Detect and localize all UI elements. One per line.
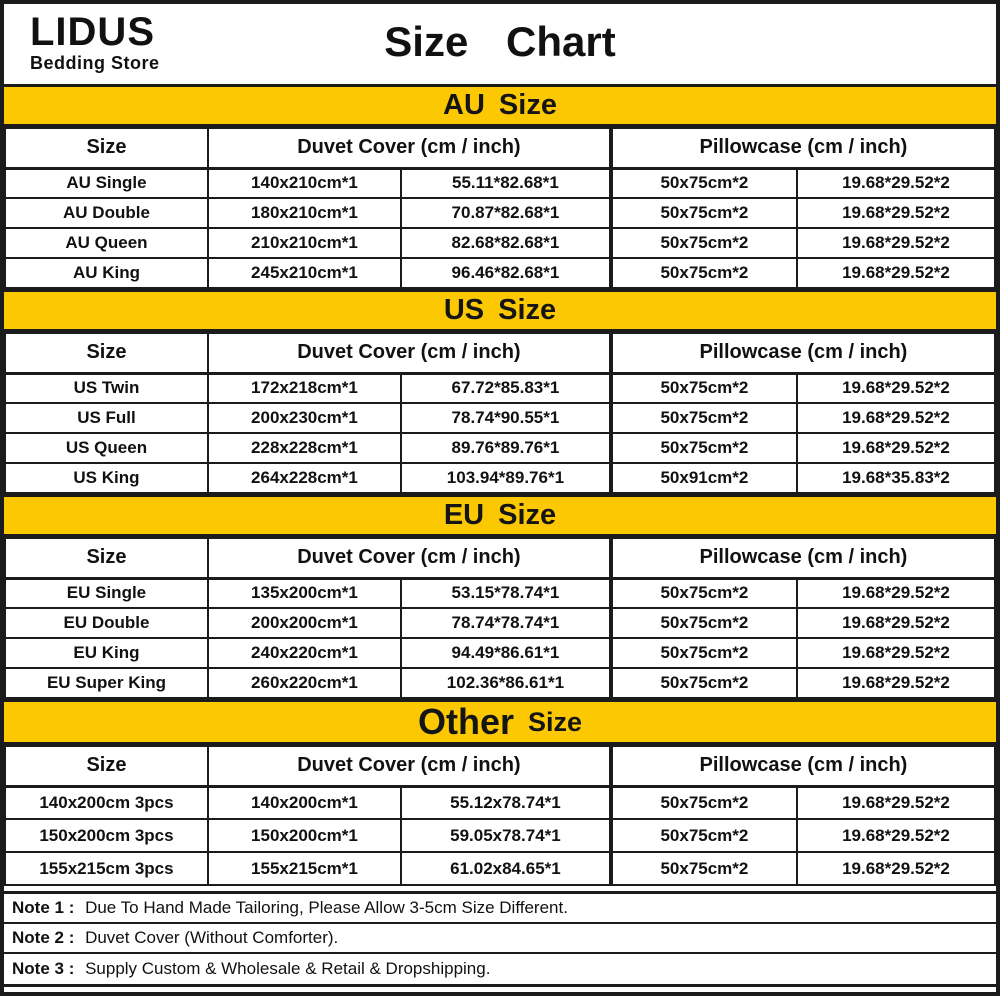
size-section bbox=[4, 289, 996, 494]
table-cell: 140x200cm*1 bbox=[208, 786, 401, 819]
band-size-label: Size bbox=[498, 294, 557, 326]
store-name: LIDUS bbox=[30, 10, 155, 54]
table-cell: 50x75cm*2 bbox=[611, 258, 797, 288]
table-row bbox=[5, 198, 995, 228]
table-header-row bbox=[5, 746, 995, 786]
size-table bbox=[4, 332, 996, 494]
table-cell: 260x220cm*1 bbox=[208, 668, 401, 698]
note-separator: : bbox=[63, 959, 80, 978]
note-row bbox=[4, 894, 996, 924]
table-cell: 70.87*82.68*1 bbox=[401, 198, 611, 228]
table-cell: 50x75cm*2 bbox=[611, 852, 797, 885]
table-cell: 264x228cm*1 bbox=[208, 463, 401, 493]
table-cell: 140x200cm 3pcs bbox=[5, 786, 208, 819]
store-tagline: Bedding Store bbox=[30, 53, 160, 73]
table-row bbox=[5, 258, 995, 288]
table-cell: 228x228cm*1 bbox=[208, 433, 401, 463]
table-header-pillowcase: Pillowcase (cm / inch) bbox=[611, 746, 995, 786]
table-cell: US Twin bbox=[5, 373, 208, 403]
size-table bbox=[4, 537, 996, 699]
table-header-size: Size bbox=[5, 746, 208, 786]
table-header-pillowcase: Pillowcase (cm / inch) bbox=[611, 333, 995, 373]
table-cell: 50x75cm*2 bbox=[611, 786, 797, 819]
table-header-duvet: Duvet Cover (cm / inch) bbox=[208, 333, 611, 373]
table-cell: 78.74*90.55*1 bbox=[401, 403, 611, 433]
note-row bbox=[4, 924, 996, 954]
table-cell: EU Super King bbox=[5, 668, 208, 698]
table-cell: 19.68*29.52*2 bbox=[797, 578, 995, 608]
table-cell: 19.68*29.52*2 bbox=[797, 258, 995, 288]
note-text: Due To Hand Made Tailoring, Please Allow 3-5cm Size Different. bbox=[85, 898, 568, 917]
note-text: Duvet Cover (Without Comforter). bbox=[85, 928, 339, 947]
table-cell: 155x215cm*1 bbox=[208, 852, 401, 885]
section-band bbox=[4, 289, 996, 332]
table-cell: 53.15*78.74*1 bbox=[401, 578, 611, 608]
table-row bbox=[5, 668, 995, 698]
table-header-duvet: Duvet Cover (cm / inch) bbox=[208, 746, 611, 786]
table-cell: 19.68*29.52*2 bbox=[797, 403, 995, 433]
table-cell: 50x75cm*2 bbox=[611, 373, 797, 403]
table-cell: 19.68*29.52*2 bbox=[797, 819, 995, 852]
table-header-size: Size bbox=[5, 128, 208, 168]
table-cell: 245x210cm*1 bbox=[208, 258, 401, 288]
table-cell: 135x200cm*1 bbox=[208, 578, 401, 608]
table-header-size: Size bbox=[5, 333, 208, 373]
table-cell: US King bbox=[5, 463, 208, 493]
table-cell: EU Single bbox=[5, 578, 208, 608]
notes bbox=[4, 891, 996, 987]
table-cell: 50x75cm*2 bbox=[611, 168, 797, 198]
table-row bbox=[5, 228, 995, 258]
table-cell: 172x218cm*1 bbox=[208, 373, 401, 403]
table-cell: 67.72*85.83*1 bbox=[401, 373, 611, 403]
band-region-label: EU bbox=[443, 499, 485, 531]
table-cell: 19.68*29.52*2 bbox=[797, 373, 995, 403]
table-cell: 78.74*78.74*1 bbox=[401, 608, 611, 638]
table-cell: 89.76*89.76*1 bbox=[401, 433, 611, 463]
table-header-row bbox=[5, 538, 995, 578]
table-cell: 50x75cm*2 bbox=[611, 578, 797, 608]
table-row bbox=[5, 786, 995, 819]
band-size-label: Size bbox=[498, 89, 557, 121]
table-cell: EU King bbox=[5, 638, 208, 668]
section-band bbox=[4, 699, 996, 745]
table-cell: 140x210cm*1 bbox=[208, 168, 401, 198]
table-header-row bbox=[5, 333, 995, 373]
table-row bbox=[5, 403, 995, 433]
table-cell: 19.68*29.52*2 bbox=[797, 638, 995, 668]
section-band bbox=[4, 84, 996, 127]
table-cell: 50x91cm*2 bbox=[611, 463, 797, 493]
table-cell: 210x210cm*1 bbox=[208, 228, 401, 258]
note-text: Supply Custom & Wholesale & Retail & Dropshipping. bbox=[85, 959, 491, 978]
table-cell: 103.94*89.76*1 bbox=[401, 463, 611, 493]
sections-container bbox=[4, 84, 996, 886]
note-label: Note 3 bbox=[12, 959, 64, 978]
table-cell: 82.68*82.68*1 bbox=[401, 228, 611, 258]
table-cell: 155x215cm 3pcs bbox=[5, 852, 208, 885]
note-row bbox=[4, 954, 996, 984]
table-row bbox=[5, 852, 995, 885]
table-cell: 55.11*82.68*1 bbox=[401, 168, 611, 198]
table-cell: 19.68*29.52*2 bbox=[797, 228, 995, 258]
band-size-label: Size bbox=[527, 706, 583, 737]
table-cell: 102.36*86.61*1 bbox=[401, 668, 611, 698]
size-section bbox=[4, 84, 996, 289]
table-row bbox=[5, 168, 995, 198]
table-row bbox=[5, 819, 995, 852]
table-cell: 55.12x78.74*1 bbox=[401, 786, 611, 819]
table-header-pillowcase: Pillowcase (cm / inch) bbox=[611, 128, 995, 168]
table-cell: EU Double bbox=[5, 608, 208, 638]
table-row bbox=[5, 638, 995, 668]
table-cell: US Full bbox=[5, 403, 208, 433]
table-cell: 240x220cm*1 bbox=[208, 638, 401, 668]
table-cell: 19.68*29.52*2 bbox=[797, 668, 995, 698]
table-header-pillowcase: Pillowcase (cm / inch) bbox=[611, 538, 995, 578]
size-table bbox=[4, 745, 996, 886]
table-cell: 19.68*29.52*2 bbox=[797, 168, 995, 198]
size-section bbox=[4, 699, 996, 886]
band-size-label: Size bbox=[498, 499, 557, 531]
table-header-size: Size bbox=[5, 538, 208, 578]
table-cell: 50x75cm*2 bbox=[611, 638, 797, 668]
band-region-label: US bbox=[443, 294, 485, 326]
size-table bbox=[4, 127, 996, 289]
table-cell: 61.02x84.65*1 bbox=[401, 852, 611, 885]
table-cell: US Queen bbox=[5, 433, 208, 463]
note-separator: : bbox=[63, 898, 80, 917]
table-header-duvet: Duvet Cover (cm / inch) bbox=[208, 538, 611, 578]
table-cell: 19.68*29.52*2 bbox=[797, 852, 995, 885]
note-label: Note 2 bbox=[12, 928, 64, 947]
table-cell: 94.49*86.61*1 bbox=[401, 638, 611, 668]
table-cell: 19.68*29.52*2 bbox=[797, 198, 995, 228]
table-cell: 50x75cm*2 bbox=[611, 608, 797, 638]
note-separator: : bbox=[63, 928, 80, 947]
page-title: Size Chart bbox=[384, 18, 616, 65]
table-cell: 50x75cm*2 bbox=[611, 819, 797, 852]
table-header-duvet: Duvet Cover (cm / inch) bbox=[208, 128, 611, 168]
band-region-label: AU bbox=[443, 89, 485, 121]
table-cell: 50x75cm*2 bbox=[611, 433, 797, 463]
table-cell: AU Double bbox=[5, 198, 208, 228]
table-row bbox=[5, 373, 995, 403]
note-label: Note 1 bbox=[12, 898, 64, 917]
table-cell: 200x230cm*1 bbox=[208, 403, 401, 433]
table-cell: 96.46*82.68*1 bbox=[401, 258, 611, 288]
table-row bbox=[5, 608, 995, 638]
table-cell: AU Single bbox=[5, 168, 208, 198]
table-cell: 50x75cm*2 bbox=[611, 668, 797, 698]
table-cell: 150x200cm 3pcs bbox=[5, 819, 208, 852]
table-cell: 19.68*29.52*2 bbox=[797, 433, 995, 463]
table-cell: 180x210cm*1 bbox=[208, 198, 401, 228]
table-cell: AU Queen bbox=[5, 228, 208, 258]
table-cell: 150x200cm*1 bbox=[208, 819, 401, 852]
table-cell: 19.68*35.83*2 bbox=[797, 463, 995, 493]
band-region-label: Other bbox=[417, 701, 514, 742]
table-cell: 19.68*29.52*2 bbox=[797, 786, 995, 819]
table-cell: 19.68*29.52*2 bbox=[797, 608, 995, 638]
table-header-row bbox=[5, 128, 995, 168]
table-row bbox=[5, 463, 995, 493]
top-header bbox=[4, 4, 996, 84]
table-cell: 50x75cm*2 bbox=[611, 403, 797, 433]
table-cell: AU King bbox=[5, 258, 208, 288]
table-cell: 200x200cm*1 bbox=[208, 608, 401, 638]
table-row bbox=[5, 578, 995, 608]
table-cell: 50x75cm*2 bbox=[611, 198, 797, 228]
table-row bbox=[5, 433, 995, 463]
section-band bbox=[4, 494, 996, 537]
table-cell: 59.05x78.74*1 bbox=[401, 819, 611, 852]
table-cell: 50x75cm*2 bbox=[611, 228, 797, 258]
size-section bbox=[4, 494, 996, 699]
